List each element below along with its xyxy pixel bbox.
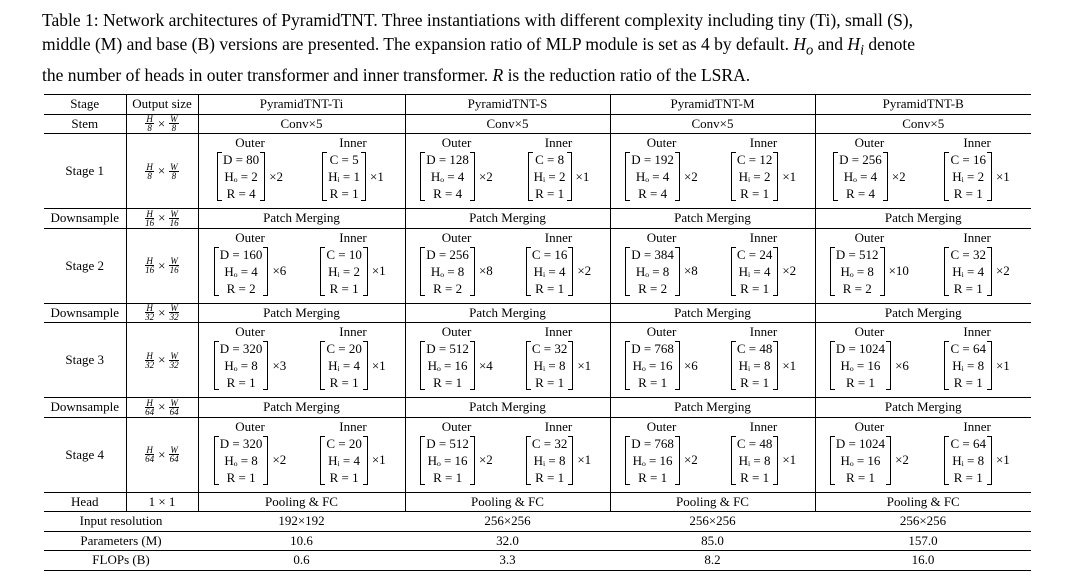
input-resolution-label: Input resolution — [44, 512, 198, 532]
header-model: PyramidTNT-M — [610, 95, 815, 115]
matrix-block: C = 64 Hᵢ = 8 R = 1 — [944, 435, 992, 486]
stage-config — [815, 323, 1031, 398]
matrix-block: C = 64 Hᵢ = 8 R = 1 — [944, 340, 992, 391]
patch-merging: Patch Merging — [610, 209, 815, 229]
matrix-block: D = 80 Hₒ = 2 R = 4 — [217, 151, 265, 202]
patch-merging: Patch Merging — [405, 303, 610, 323]
fraction: $\frac{H}{32}$ — [145, 350, 155, 370]
outer-repeat: ×2 — [269, 168, 284, 184]
output-size: $\frac{H}{64}$ × $\frac{W}{64}$ — [145, 397, 179, 417]
outer-repeat: ×6 — [895, 357, 909, 373]
downsample-label: Downsample — [44, 209, 126, 229]
head-value: Pooling & FC — [405, 492, 610, 512]
header-model: PyramidTNT-S — [405, 95, 610, 115]
fraction: $\frac{H}{16}$ — [145, 208, 155, 228]
flops-value: 3.3 — [405, 551, 610, 571]
patch-merging: Patch Merging — [198, 209, 405, 229]
inner-config: Inner C = 8 Hᵢ = 2 R = 1 ×1 — [508, 134, 610, 208]
outer-config: Outer D = 128 Hₒ = 4 R = 4 ×2 — [406, 134, 508, 208]
inner-config: Inner C = 48 Hᵢ = 8 R = 1 ×1 — [713, 323, 815, 397]
stage-config — [610, 417, 815, 492]
outer-config: Outer D = 768 Hₒ = 16 R = 1 ×2 — [611, 418, 713, 492]
outer-config: Outer D = 80 Hₒ = 2 R = 4 ×2 — [199, 134, 302, 208]
matrix-block: C = 24 Hᵢ = 4 R = 1 — [731, 246, 779, 297]
matrix-block: D = 1024 Hₒ = 16 R = 1 — [830, 435, 891, 486]
outer-repeat: ×6 — [683, 357, 698, 373]
caption-line-2: middle (M) and base (B) versions are presented. The expansion ratio of MLP module is set as 4 by default. $H_o$ and $H_i$ denote — [42, 34, 916, 59]
parameters-value: 157.0 — [815, 531, 1031, 551]
fraction: $\frac{W}{64}$ — [169, 397, 179, 417]
parameters-value: 32.0 — [405, 531, 610, 551]
patch-merging: Patch Merging — [815, 398, 1031, 418]
downsample-label: Downsample — [44, 398, 126, 418]
downsample-label: Downsample — [44, 303, 126, 323]
fraction: $\frac{W}{8}$ — [170, 161, 178, 181]
stage-config — [815, 134, 1031, 209]
stage-label: Stage 1 — [44, 134, 126, 209]
head-output-size: 1 × 1 — [126, 492, 198, 512]
stage-config — [815, 417, 1031, 492]
header-output-size: Output size — [126, 95, 198, 115]
matrix-block: C = 5 Hᵢ = 1 R = 1 — [322, 151, 366, 202]
stage-config — [405, 134, 610, 209]
head-row — [44, 492, 1031, 512]
outer-config: Outer D = 1024 Hₒ = 16 R = 1 ×2 — [816, 418, 924, 492]
stem-conv: Conv×5 — [198, 114, 405, 134]
stage-config — [198, 323, 405, 398]
header-stage: Stage — [44, 95, 126, 115]
output-size: $\frac{H}{8}$ × $\frac{W}{8}$ — [146, 114, 178, 134]
output-size: $\frac{H}{16}$ × $\frac{W}{16}$ — [145, 208, 179, 228]
stage-config — [405, 323, 610, 398]
stage-label: Stage 4 — [44, 417, 126, 492]
outer-repeat: ×4 — [478, 357, 493, 373]
matrix-block: C = 32 Hᵢ = 8 R = 1 — [526, 435, 574, 486]
patch-merging: Patch Merging — [610, 303, 815, 323]
matrix-block: C = 12 Hᵢ = 2 R = 1 — [731, 151, 779, 202]
matrix-block: C = 20 Hᵢ = 4 R = 1 — [320, 340, 368, 391]
inner-repeat: ×1 — [995, 168, 1010, 184]
output-size: $\frac{H}{8}$ × $\frac{W}{8}$ — [146, 161, 178, 181]
head-value: Pooling & FC — [198, 492, 405, 512]
header-model: PyramidTNT-B — [815, 95, 1031, 115]
inner-repeat: ×1 — [995, 357, 1010, 373]
inner-config: Inner C = 12 Hᵢ = 2 R = 1 ×1 — [713, 134, 815, 208]
header-row — [44, 95, 1031, 115]
outer-config: Outer D = 320 Hₒ = 8 R = 1 ×3 — [199, 323, 302, 397]
inner-repeat: ×2 — [577, 263, 592, 278]
outer-repeat: ×2 — [272, 452, 287, 467]
inner-config: Inner C = 10 Hᵢ = 2 R = 1 ×1 — [302, 229, 405, 303]
outer-repeat: ×2 — [478, 168, 493, 184]
inner-repeat: ×1 — [577, 452, 592, 467]
outer-config: Outer D = 256 Hₒ = 4 R = 4 ×2 — [816, 134, 924, 208]
matrix-block: D = 1024 Hₒ = 16 R = 1 — [830, 340, 891, 391]
stem-row — [44, 114, 1031, 134]
fraction: $\frac{W}{16}$ — [169, 256, 179, 275]
output-size: $\frac{H}{16}$ × $\frac{W}{16}$ — [145, 256, 179, 275]
matrix-block: D = 512 Hₒ = 8 R = 2 — [830, 246, 885, 297]
inner-config: Inner C = 48 Hᵢ = 8 R = 1 ×1 — [713, 418, 815, 492]
stage-config — [610, 228, 815, 303]
output-size: $\frac{H}{32}$ × $\frac{W}{32}$ — [145, 350, 179, 370]
outer-repeat: ×2 — [683, 452, 698, 467]
outer-config: Outer D = 192 Hₒ = 4 R = 4 ×2 — [611, 134, 713, 208]
patch-merging: Patch Merging — [405, 398, 610, 418]
matrix-block: D = 256 Hₒ = 4 R = 4 — [833, 151, 888, 202]
patch-merging: Patch Merging — [405, 209, 610, 229]
patch-merging: Patch Merging — [610, 398, 815, 418]
outer-config: Outer D = 384 Hₒ = 8 R = 2 ×8 — [611, 229, 713, 303]
outer-config: Outer D = 768 Hₒ = 16 R = 1 ×6 — [611, 323, 713, 397]
head-value: Pooling & FC — [815, 492, 1031, 512]
matrix-block: D = 768 Hₒ = 16 R = 1 — [625, 340, 680, 391]
outer-repeat: ×2 — [683, 168, 698, 184]
downsample-row — [44, 303, 1031, 323]
outer-config: Outer D = 320 Hₒ = 8 R = 1 ×2 — [199, 418, 302, 492]
outer-config: Outer D = 256 Hₒ = 8 R = 2 ×8 — [406, 229, 508, 303]
inner-config: Inner C = 32 Hᵢ = 8 R = 1 ×1 — [508, 323, 610, 397]
inner-config: Inner C = 16 Hᵢ = 2 R = 1 ×1 — [923, 134, 1031, 208]
inner-repeat: ×1 — [782, 168, 797, 184]
matrix-block: D = 128 Hₒ = 4 R = 4 — [420, 151, 475, 202]
matrix-block: C = 48 Hᵢ = 8 R = 1 — [731, 340, 779, 391]
inner-repeat: ×1 — [370, 168, 384, 184]
matrix-block: D = 384 Hₒ = 8 R = 2 — [625, 246, 680, 297]
outer-repeat: ×8 — [683, 263, 698, 278]
downsample-row — [44, 398, 1031, 418]
stem-conv: Conv×5 — [815, 114, 1031, 134]
fraction: $\frac{H}{16}$ — [145, 256, 155, 275]
table-caption — [42, 8, 1042, 87]
flops-row — [44, 551, 1031, 571]
inner-config: Inner C = 64 Hᵢ = 8 R = 1 ×1 — [923, 418, 1031, 492]
flops-value: 16.0 — [815, 551, 1031, 571]
matrix-block: C = 16 Hᵢ = 2 R = 1 — [944, 151, 992, 202]
inner-repeat: ×1 — [577, 357, 592, 373]
stage-row — [44, 323, 1031, 398]
matrix-block: D = 320 Hₒ = 8 R = 1 — [214, 435, 269, 486]
fraction: $\frac{H}{8}$ — [146, 114, 153, 134]
patch-merging: Patch Merging — [198, 398, 405, 418]
stage-label: Stage 3 — [44, 323, 126, 398]
input-resolution-value: 256×256 — [610, 512, 815, 532]
inner-config: Inner C = 16 Hᵢ = 4 R = 1 ×2 — [508, 229, 610, 303]
matrix-block: D = 768 Hₒ = 16 R = 1 — [625, 435, 680, 486]
matrix-block: C = 8 Hᵢ = 2 R = 1 — [528, 151, 572, 202]
input-resolution-value: 256×256 — [405, 512, 610, 532]
matrix-block: D = 512 Hₒ = 16 R = 1 — [420, 340, 475, 391]
outer-repeat: ×2 — [478, 452, 493, 467]
outer-config: Outer D = 512 Hₒ = 16 R = 1 ×4 — [406, 323, 508, 397]
output-size: $\frac{H}{64}$ × $\frac{W}{64}$ — [145, 445, 179, 464]
stem-label: Stem — [44, 114, 126, 134]
outer-repeat: ×2 — [891, 168, 906, 184]
outer-repeat: ×3 — [272, 357, 287, 373]
inner-config: Inner C = 24 Hᵢ = 4 R = 1 ×2 — [713, 229, 815, 303]
patch-merging: Patch Merging — [815, 209, 1031, 229]
stage-row — [44, 228, 1031, 303]
patch-merging: Patch Merging — [198, 303, 405, 323]
head-label: Head — [44, 492, 126, 512]
outer-repeat: ×6 — [272, 263, 287, 278]
flops-value: 8.2 — [610, 551, 815, 571]
flops-label: FLOPs (B) — [44, 551, 198, 571]
fraction: $\frac{W}{16}$ — [169, 208, 179, 228]
parameters-value: 85.0 — [610, 531, 815, 551]
matrix-block: C = 32 Hᵢ = 4 R = 1 — [944, 246, 992, 297]
matrix-block: D = 320 Hₒ = 8 R = 1 — [214, 340, 269, 391]
parameters-value: 10.6 — [198, 531, 405, 551]
inner-config: Inner C = 32 Hᵢ = 8 R = 1 ×1 — [508, 418, 610, 492]
inner-config: Inner C = 64 Hᵢ = 8 R = 1 ×1 — [923, 323, 1031, 397]
matrix-block: D = 192 Hₒ = 4 R = 4 — [625, 151, 680, 202]
matrix-block: D = 160 Hₒ = 4 R = 2 — [214, 246, 269, 297]
stage-config — [405, 228, 610, 303]
architecture-table — [44, 94, 1031, 571]
parameters-label: Parameters (M) — [44, 531, 198, 551]
outer-repeat: ×2 — [895, 452, 909, 467]
matrix-block: C = 48 Hᵢ = 8 R = 1 — [731, 435, 779, 486]
matrix-block: D = 256 Hₒ = 8 R = 2 — [420, 246, 475, 297]
stage-config — [198, 134, 405, 209]
flops-value: 0.6 — [198, 551, 405, 571]
stage-config — [405, 417, 610, 492]
stem-conv: Conv×5 — [405, 114, 610, 134]
inner-config: Inner C = 20 Hᵢ = 4 R = 1 ×1 — [302, 323, 405, 397]
fraction: $\frac{W}{8}$ — [170, 114, 178, 134]
inner-config: Inner C = 32 Hᵢ = 4 R = 1 ×2 — [923, 229, 1031, 303]
matrix-block: C = 32 Hᵢ = 8 R = 1 — [526, 340, 574, 391]
stem-conv: Conv×5 — [610, 114, 815, 134]
stage-row — [44, 134, 1031, 209]
header-model: PyramidTNT-Ti — [198, 95, 405, 115]
fraction: $\frac{W}{64}$ — [169, 445, 179, 464]
inner-config: Inner C = 5 Hᵢ = 1 R = 1 ×1 — [302, 134, 405, 208]
patch-merging: Patch Merging — [815, 303, 1031, 323]
inner-repeat: ×1 — [371, 263, 386, 278]
matrix-block: C = 20 Hᵢ = 4 R = 1 — [320, 435, 368, 486]
head-value: Pooling & FC — [610, 492, 815, 512]
input-resolution-row — [44, 512, 1031, 532]
input-resolution-value: 256×256 — [815, 512, 1031, 532]
output-size: $\frac{H}{32}$ × $\frac{W}{32}$ — [145, 303, 179, 323]
outer-config: Outer D = 512 Hₒ = 8 R = 2 ×10 — [816, 229, 924, 303]
inner-repeat: ×1 — [782, 357, 797, 373]
caption-line-3: the number of heads in outer transformer and inner transformer. R is the reduction ratio of the LSRA. — [42, 64, 751, 85]
fraction: $\frac{H}{64}$ — [145, 445, 155, 464]
input-resolution-value: 192×192 — [198, 512, 405, 532]
inner-repeat: ×1 — [782, 452, 797, 467]
inner-config: Inner C = 20 Hᵢ = 4 R = 1 ×1 — [302, 418, 405, 492]
outer-repeat: ×8 — [478, 263, 493, 278]
stage-config — [610, 134, 815, 209]
matrix-block: D = 512 Hₒ = 16 R = 1 — [420, 435, 475, 486]
stage-config — [610, 323, 815, 398]
stage-config — [198, 228, 405, 303]
stage-config — [815, 228, 1031, 303]
stage-row — [44, 417, 1031, 492]
outer-repeat: ×10 — [888, 263, 909, 278]
inner-repeat: ×1 — [995, 452, 1010, 467]
fraction: $\frac{W}{32}$ — [169, 303, 179, 323]
fraction: $\frac{H}{8}$ — [146, 161, 153, 181]
stage-label: Stage 2 — [44, 228, 126, 303]
inner-repeat: ×2 — [782, 263, 797, 278]
fraction: $\frac{W}{32}$ — [169, 350, 179, 370]
fraction: $\frac{H}{64}$ — [145, 397, 155, 417]
inner-repeat: ×1 — [575, 168, 590, 184]
matrix-block: C = 16 Hᵢ = 4 R = 1 — [526, 246, 574, 297]
inner-repeat: ×1 — [371, 452, 386, 467]
outer-config: Outer D = 1024 Hₒ = 16 R = 1 ×6 — [816, 323, 924, 397]
outer-config: Outer D = 512 Hₒ = 16 R = 1 ×2 — [406, 418, 508, 492]
fraction: $\frac{H}{32}$ — [145, 303, 155, 323]
downsample-row — [44, 209, 1031, 229]
stage-config — [198, 417, 405, 492]
inner-repeat: ×1 — [371, 357, 386, 373]
parameters-row — [44, 531, 1031, 551]
outer-config: Outer D = 160 Hₒ = 4 R = 2 ×6 — [199, 229, 302, 303]
matrix-block: C = 10 Hᵢ = 2 R = 1 — [320, 246, 368, 297]
caption-line-1: Table 1: Network architectures of PyramidTNT. Three instantiations with different complexity including tiny (Ti), small (S), — [42, 10, 914, 30]
inner-repeat: ×2 — [995, 263, 1010, 278]
